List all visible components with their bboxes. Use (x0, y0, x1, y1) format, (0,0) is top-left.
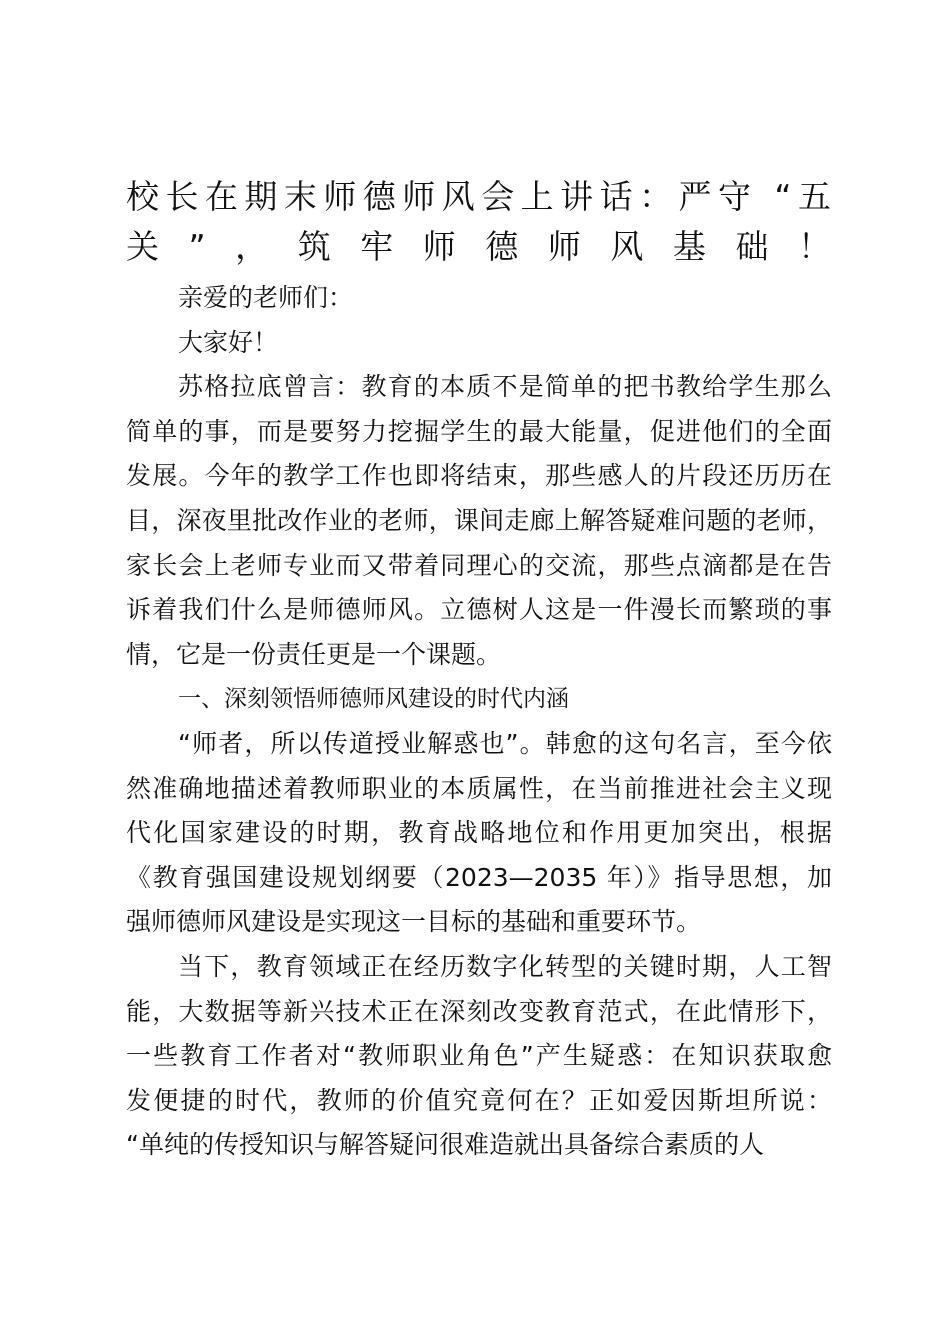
paragraph-line: 发展。今年的教学工作也即将结束，那些感人的片段还历历在 (126, 461, 832, 491)
paragraph-line: 强师德师风建设是实现这一目标的基础和重要环节。 (126, 907, 702, 937)
section-heading-1 (126, 677, 832, 722)
title-line: 关”，筑牢师德师风基础！ (126, 227, 832, 266)
body-paragraph-3 (126, 945, 832, 1168)
salutation-paragraph (126, 276, 832, 321)
paragraph-line: 情，它是一份责任更是一个课题。 (126, 639, 502, 669)
paragraph-line: 家长会上老师专业而又带着同理心的交流，那些点滴都是在告 (126, 550, 832, 580)
paragraph-line: 《教育强国建设规划纲要（2023—2035 年）》指导思想，加 (126, 862, 832, 892)
document-title (126, 172, 832, 272)
body-paragraph-1 (126, 365, 832, 677)
paragraph-line: 代化国家建设的时期，教育战略地位和作用更加突出，根据 (126, 818, 832, 848)
paragraph-line: “师者，所以传道授业解惑也”。韩愈的这句名言，至今依 (178, 728, 832, 758)
section-heading: 一、深刻领悟师德师风建设的时代内涵 (178, 686, 569, 713)
paragraph-line: 苏格拉底曾言：教育的本质不是简单的把书教给学生那么 (178, 372, 832, 402)
salutation: 亲爱的老师们： (178, 283, 354, 312)
paragraph-line: 简单的事，而是要努力挖掘学生的最大能量，促进他们的全面 (126, 416, 832, 446)
paragraph-line: “单纯的传授知识与解答疑问很难造就出具备综合素质的人 (126, 1130, 764, 1160)
body-paragraph-2 (126, 722, 832, 945)
paragraph-line: 当下，教育领域正在经历数字化转型的关键时期，人工智 (178, 951, 832, 981)
title-line: 校长在期末师德师风会上讲话：严守 “五 (126, 177, 832, 216)
paragraph-line: 发便捷的时代，教师的价值究竟何在？正如爱因斯坦所说： (126, 1085, 832, 1115)
paragraph-line: 目，深夜里批改作业的老师，课间走廊上解答疑难问题的老师， (126, 505, 832, 535)
paragraph-line: 能，大数据等新兴技术正在深刻改变教育范式，在此情形下， (126, 996, 832, 1026)
paragraph-line: 一些教育工作者对“教师职业角色”产生疑惑：在知识获取愈 (126, 1041, 832, 1071)
greeting: 大家好！ (178, 327, 279, 357)
paragraph-line: 诉着我们什么是师德师风。立德树人这是一件漫长而繁琐的事 (126, 595, 832, 625)
paragraph-line: 然准确地描述着教师职业的本质属性，在当前推进社会主义现 (126, 773, 832, 803)
greeting-paragraph (126, 321, 832, 366)
document-body (126, 276, 832, 1168)
